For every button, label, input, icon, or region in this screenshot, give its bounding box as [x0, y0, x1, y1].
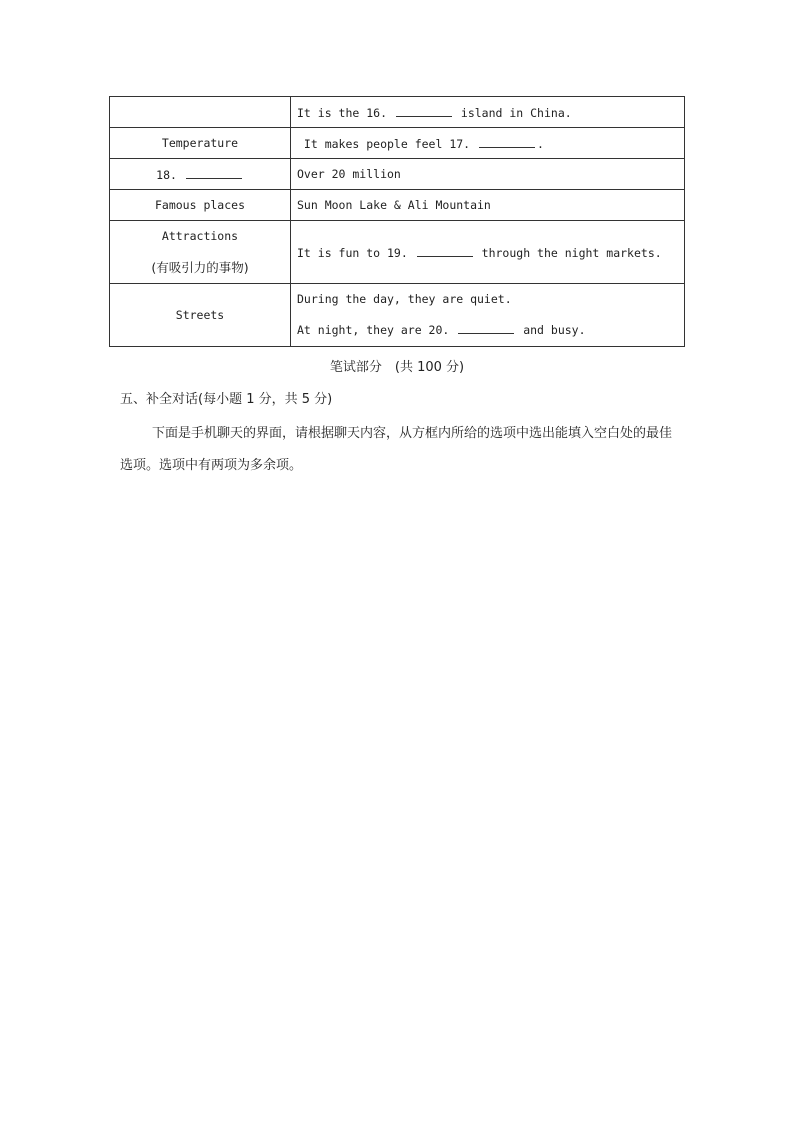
row-label: Temperature	[110, 128, 291, 159]
info-table	[109, 96, 685, 347]
row-label	[110, 159, 291, 190]
answer-blank-17	[479, 136, 535, 148]
row-label: Streets	[110, 284, 291, 347]
blank-prefix: It is the 16.	[297, 105, 388, 120]
answer-blank-18	[186, 167, 242, 179]
blank-suffix: and busy.	[523, 323, 586, 337]
row-value-line: During the day, they are quiet.	[297, 292, 512, 306]
row-value-line	[297, 315, 678, 346]
row-value	[291, 97, 685, 128]
row-value: Over 20 million	[291, 159, 685, 190]
blank-suffix: .	[537, 136, 544, 151]
row-value	[291, 284, 685, 347]
row-value	[291, 221, 685, 284]
blank-suffix: island in China.	[460, 105, 572, 120]
row-value: Sun Moon Lake & Ali Mountain	[291, 190, 685, 221]
answer-blank-16	[396, 105, 452, 117]
blank-prefix: 18.	[156, 167, 177, 182]
table-row	[110, 284, 685, 347]
section-title: 笔试部分 (共 100 分)	[329, 360, 465, 375]
blank-suffix: through the night markets.	[481, 245, 662, 260]
row-label: Famous places	[110, 190, 291, 221]
row-label	[110, 221, 291, 284]
row-label-line: Attractions	[161, 229, 239, 243]
instruction-text: 下面是手机聊天的界面，请根据聊天内容，从方框内所给的选项中选出能填入空白处的最佳选项。选项中有两项为多余项。	[120, 426, 673, 473]
part-heading: 五、补全对话(每小题 1 分，共 5 分)	[120, 392, 333, 407]
answer-blank-20	[458, 322, 514, 334]
table-row	[110, 159, 685, 190]
row-value	[291, 128, 685, 159]
row-label-line: (有吸引力的事物)	[151, 260, 249, 275]
blank-prefix: At night, they are 20.	[297, 323, 450, 337]
table-row	[110, 221, 685, 284]
table-row	[110, 190, 685, 221]
table-row	[110, 128, 685, 159]
blank-prefix: It makes people feel 17.	[297, 136, 471, 151]
blank-prefix: It is fun to 19.	[297, 245, 408, 260]
row-label	[110, 97, 291, 128]
table-row	[110, 97, 685, 128]
answer-blank-19	[417, 245, 473, 257]
